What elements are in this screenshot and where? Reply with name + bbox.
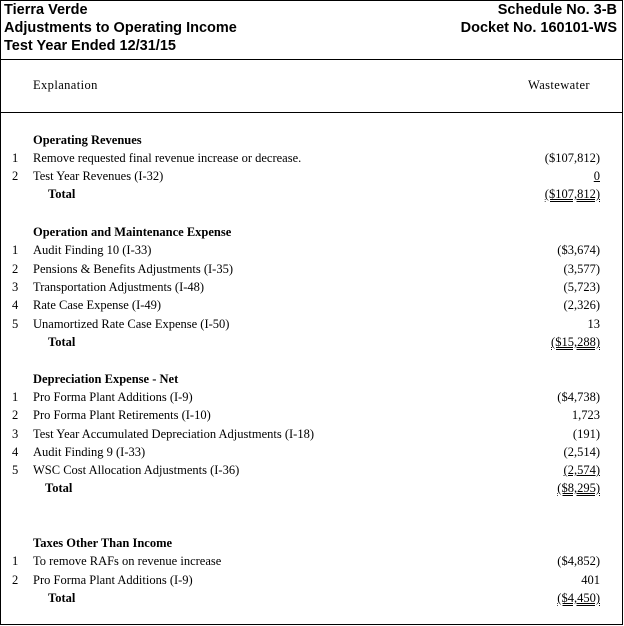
row-value: ($4,852) bbox=[557, 554, 600, 568]
row-number: 1 bbox=[12, 151, 19, 165]
section-total-value: ($15,288) bbox=[551, 335, 600, 349]
section-total-value: ($4,450) bbox=[557, 591, 600, 605]
section-total-value: ($8,295) bbox=[557, 481, 600, 495]
column-divider bbox=[0, 112, 623, 113]
row-description: Rate Case Expense (I-49) bbox=[33, 298, 162, 312]
row-number: 1 bbox=[12, 243, 19, 257]
docket-number: Docket No. 160101-WS bbox=[460, 20, 617, 36]
row-number: 5 bbox=[12, 463, 19, 477]
row-description: Pro Forma Plant Retirements (I-10) bbox=[33, 408, 211, 422]
company-name: Tierra Verde bbox=[4, 2, 88, 18]
row-value: ($3,674) bbox=[557, 243, 600, 257]
row-number: 3 bbox=[12, 427, 19, 441]
row-value: (3,577) bbox=[563, 262, 600, 276]
report-title: Adjustments to Operating Income bbox=[4, 20, 237, 36]
row-description: Remove requested final revenue increase or decrease. bbox=[33, 151, 302, 165]
row-value: (2,574) bbox=[563, 463, 600, 477]
section-total-label: Total bbox=[48, 187, 76, 201]
section-title: Taxes Other Than Income bbox=[33, 536, 173, 550]
row-number: 4 bbox=[12, 445, 19, 459]
column-header-wastewater: Wastewater bbox=[528, 78, 590, 92]
row-description: To remove RAFs on revenue increase bbox=[33, 554, 222, 568]
row-description: Pro Forma Plant Additions (I-9) bbox=[33, 390, 193, 404]
row-number: 4 bbox=[12, 298, 19, 312]
column-header-explanation: Explanation bbox=[33, 78, 98, 92]
section-title: Operating Revenues bbox=[33, 133, 142, 147]
row-value: 0 bbox=[593, 169, 600, 183]
section-total-label: Total bbox=[48, 591, 76, 605]
row-number: 2 bbox=[12, 169, 19, 183]
row-value: 401 bbox=[581, 573, 600, 587]
row-description: Pro Forma Plant Additions (I-9) bbox=[33, 573, 193, 587]
row-description: Audit Finding 9 (I-33) bbox=[33, 445, 146, 459]
section-title: Depreciation Expense - Net bbox=[33, 372, 179, 386]
row-number: 1 bbox=[12, 390, 19, 404]
row-value: ($4,738) bbox=[557, 390, 600, 404]
row-description: Audit Finding 10 (I-33) bbox=[33, 243, 152, 257]
row-value: 13 bbox=[587, 317, 600, 331]
row-description: Transportation Adjustments (I-48) bbox=[33, 280, 205, 294]
row-number: 1 bbox=[12, 554, 19, 568]
schedule-number: Schedule No. 3-B bbox=[497, 2, 617, 18]
row-number: 2 bbox=[12, 573, 19, 587]
row-description: Test Year Revenues (I-32) bbox=[33, 169, 164, 183]
row-description: WSC Cost Allocation Adjustments (I-36) bbox=[33, 463, 240, 477]
report-period: Test Year Ended 12/31/15 bbox=[4, 38, 176, 54]
section-total-label: Total bbox=[48, 335, 76, 349]
row-value: (5,723) bbox=[563, 280, 600, 294]
row-number: 3 bbox=[12, 280, 19, 294]
row-value: (2,326) bbox=[563, 298, 600, 312]
header-divider bbox=[0, 59, 623, 60]
row-number: 2 bbox=[12, 408, 19, 422]
row-description: Test Year Accumulated Depreciation Adjustments (I-18) bbox=[33, 427, 314, 441]
row-description: Unamortized Rate Case Expense (I-50) bbox=[33, 317, 230, 331]
row-number: 2 bbox=[12, 262, 19, 276]
section-total-label: Total bbox=[45, 481, 73, 495]
row-number: 5 bbox=[12, 317, 19, 331]
row-value: ($107,812) bbox=[544, 151, 600, 165]
section-total-value: ($107,812) bbox=[544, 187, 600, 201]
row-value: (191) bbox=[572, 427, 600, 441]
row-description: Pensions & Benefits Adjustments (I-35) bbox=[33, 262, 233, 276]
row-value: 1,723 bbox=[571, 408, 600, 422]
row-value: (2,514) bbox=[563, 445, 600, 459]
section-title: Operation and Maintenance Expense bbox=[33, 225, 232, 239]
